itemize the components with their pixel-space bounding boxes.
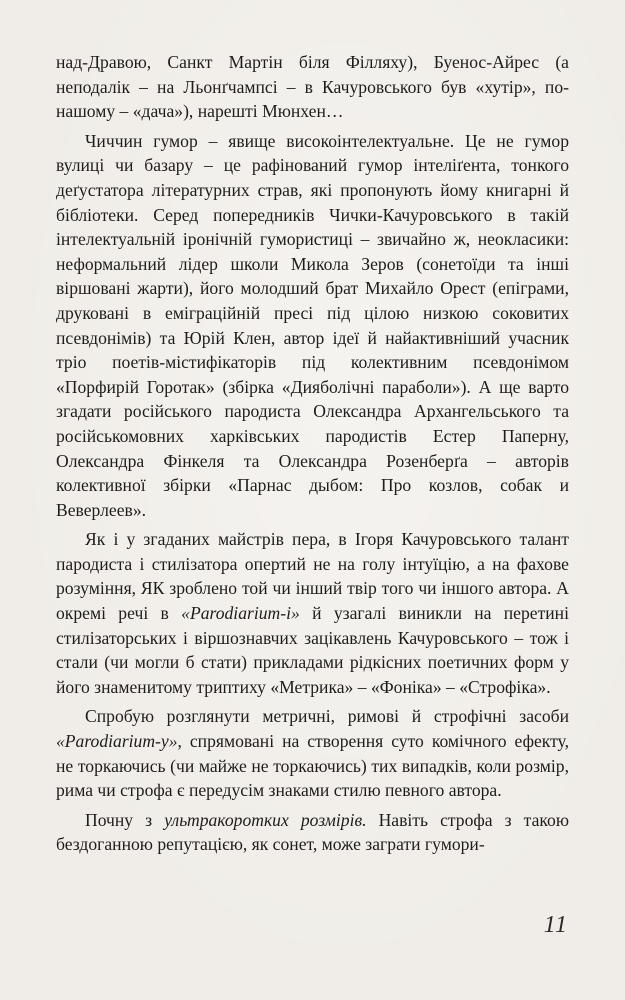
paragraph-3	[56, 527, 569, 699]
body-text	[56, 50, 569, 857]
paragraph-4-italic-title: «Parodiarium-у»	[56, 731, 178, 752]
paragraph-3-text-a: Як і у згаданих майстрів пера, в Ігоря Качуровського талант пародиста і стилізатора опертий не на голу інтуїцію, а на фахове розуміння, ЯК зроблено той чи інший твір того чи іншого автора. А окремі речі в	[56, 529, 569, 624]
paragraph-5-italic-term: ультракоротких розмірів.	[164, 809, 367, 830]
paragraph-5-text-b: Навіть строфа з такою бездоганною репутацією, як сонет, може заграти гумори-	[56, 809, 569, 855]
paragraph-4	[56, 704, 569, 802]
paragraph-5	[56, 808, 569, 857]
paragraph-2: Чиччин гумор – явище високоінтелектуальне. Це не гумор вулиці чи базару – це рафінований гумор інтеліґента, тонкого деґустатора літературних страв, які пропонують йому книгарні й бібліотеки. Серед попередників Чички-Качуровського в такій інтелектуальній іронічній гумористиці – звичайно ж, неокласики: неформальний лідер школи Микола Зеров (сонетоїди та інші віршовані жарти), його молодший брат Михайло Орест (епіграми, друковані в еміграційній пресі під цілою низкою соковитих псевдонімів) та Юрій Клен, автор ідеї й найактивніший учасник тріо поетів-містифікаторів під колективним псевдонімом «Порфирій Горотак» (збірка «Дияболічні параболи»). А ще варто згадати російського пародиста Олександра Архангельського та російськомовних харківських пародистів Естер Паперну, Олександра Фінкеля та Олександра Розенберґа – авторів колективної збірки «Парнас дыбом: Про козлов, собак и Веверлеев».	[56, 130, 569, 520]
paragraph-5-text-a: Почну з	[85, 809, 165, 830]
paragraph-1: над-Дравою, Санкт Мартін біля Філляху), Буенос-Айрес (а неподалік – на Льонґчампсі – в Качуровського був «хутір», по-нашому – «дача»), нарешті Мюнхен…	[56, 52, 569, 122]
paragraph-3-text-b: й узагалі виникли на перетині стилізаторських і віршознавчих зацікавлень Качуровського – тож і стали (чи могли б стати) прикладами рідкісних поетичних форм у його знаменитому триптиху «Метрика» – «Фоніка» – «Строфіка».	[56, 603, 569, 697]
paragraph-4-text-a: Спробую розглянути метричні, римові й строфічні засоби	[85, 706, 569, 727]
paragraph-4-text-b: , спрямовані на створення суто комічного ефекту, не торкаючись (чи майже не торкаючись) тих випадків, коли розмір, рима чи строфа є передусім знаками стилю певного автора.	[56, 731, 569, 801]
page-number: 11	[543, 912, 568, 938]
paragraph-3-italic-title: «Parodiarium-і»	[181, 603, 300, 624]
